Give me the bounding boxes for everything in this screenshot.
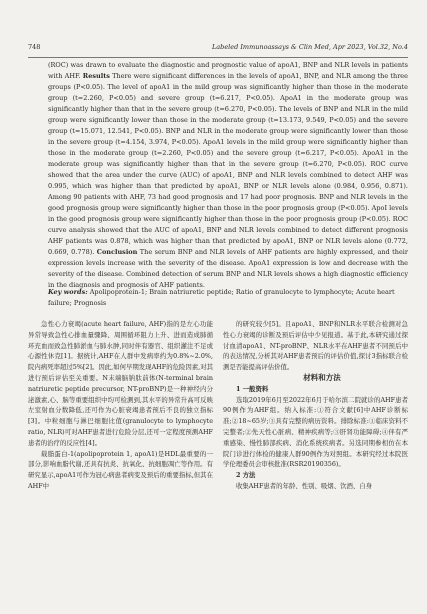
intro-paragraph-3: 的研究较少[5]。且apoA1、BNP和NLR水平联合检测对急性心力衰竭的诊断及预后评估中少见报道。基于此,本研究通过探讨血清apoA1、NT-proBNP、NLR水平在AHF患者不同预后中的表达情况,分析其对AHF患者预后的评估价值,探讨3指标联合检测是否能提高评估价值。 [223, 320, 408, 372]
right-column [223, 319, 408, 492]
subsection-methods: 2 方法 [236, 471, 256, 480]
abstract-conclusion: The serum BNP and NLR levels of AHF patients are highly expressed, and their expression levels increase with the severity of the disease. ApoA1 expression is low and decrease with the severity of the disease. Combined detection of serum BNP and NLR levels shows a high diagnostic efficiency in the diagnosis and prognosis of AHF patients. [48, 248, 408, 289]
subsection-general-info: 1 一般资料 [236, 384, 269, 393]
abstract-methods-tail: (ROC) was drawn to evaluate the diagnostic and prognostic value of apoA1, BNP and NLR levels in patients with AHF. [48, 61, 408, 80]
english-abstract [48, 60, 408, 291]
journal-citation: Labeled Immunoassays & Clin Med, Apr 2023, Vol.32, No.4 [211, 43, 408, 51]
left-column [28, 319, 213, 492]
page-number: 748 [28, 43, 41, 51]
intro-paragraph-2: 载脂蛋白-1(apolipoprotein 1, apoA1)是HDL最重要的一部分,影响血脂代谢,还具有抗炎、抗氧化、抗细胞凋亡等作用。有研究显示,apoA1可作为冠心病患者病变及预后的重要指标,但其在AHF中 [28, 449, 213, 490]
abstract-results: There were significant differences in the levels of apoA1, BNP, and NLR among the three groups (P<0.05). The level of apoA1 in the mild group was significantly higher than those in the moderate group (t=2.260, P<0.05) and severe group (t=6.217, P<0.05). ApoA1 in the moderate group was significantly higher than that in the severe group (t=6.270, P<0.05). The levels of BNP and NLR in the mild group were significantly lower than those in the moderate group (t=13.173, 9.549, P<0.05) and the severe group (t=15.071, 12.541, P<0.05). BNP and NLR in the moderate group were significantly lower than those in the severe group (t=4.154, 3.974, P<0.05). ApoA1 levels in the mild group were significantly higher than those in the moderate group (t=2.260, P<0.05) and the severe group (t=6.217, P<0.05). ApoA1 in the moderate group was significantly higher than that in the severe group (t=6.270, P<0.05). ROC curve showed that the area under the curve (AUC) of apoA1, BNP and NLR levels combined to detect AHF was 0.995, which was higher than that predicted by apoA1, BNP or NLR levels alone (0.984, 0.956, 0.871). Among 90 patients with AHF, 73 had good prognosis and 17 had poor prognosis. BNP and NLR levels in the good prognosis group were significantly higher than those in the poor prognosis group (P<0.05). ApoI levels in the good prognosis group were significantly higher than those in the poor prognosis group (P<0.05). ROC curve analysis showed that the AUC of apoA1, BNP and NLR levels combined to detect different prognosis AHF patients was 0.878, which was higher than that predicted by apoA1, BNP or NLR levels alone (0.772, 0.669, 0.778). [48, 72, 409, 256]
methods-paragraph-2: 收集AHF患者的年龄、性别、吸烟、饮酒、自身 [236, 481, 373, 490]
keywords-label: Key words: [48, 288, 88, 296]
keywords-text: Apolipoprotein-1; Brain natriuretic peptide; Ratio of granulocyte to lymphocyte; Acute heart failure; Prognosis [48, 288, 395, 307]
conclusion-label: Conclusion [96, 248, 138, 256]
header-rule [28, 57, 408, 58]
keywords [48, 287, 408, 309]
methods-paragraph-1: 选取2019年6月至2022年6月于哈尔滨二院就诊的AHF患者90例作为AHF组。纳入标准:①符合文献[6]中AHF诊断标准;②18~65岁;③具有完整的病历资料。排除标准:①临床资料不完整者;②先天性心脏病、精神疾病等;③肝肾功能障碍;④伴有严重感染、慢性肺部疾病、消化系统疾病者。另选同期参相仿在本院门诊进行体检的健康人群90例作为对照组。本研究经过本院医学伦理委员会审核批准(RSR20190356)。 [223, 395, 408, 469]
intro-paragraph-1: 急性心力衰竭(acute heart failure, AHF)指的是左心功能异常导致急性心排血量骤降、周围循环阻力上升、进而造成肺循环充血而致急性肺淤血与肺水肿,同时伴有器官、组织灌注不足或心源性休克[1]。据统计,AHF在人群中发病率约为0.8%~2.0%,院内病死率超过5%[2]。因此,如何早期发现AHF的危险因素,对其进行预后评估至关重要。N末端脑钠肽前体(N-terminal brain natriuretic peptide precursor, NT-proBNP)是一种神经内分泌激素,心、脑等重要组织中均可检测到,其水平的异常升高可反映左室射血分数降低,还可作为心脏衰竭患者预后不良的独立指标[3]。中粒细胞与淋巴细胞比值(granulocyte to lymphocyte ratio, NLR)可对AHF患者进行危险分层,还可一定程度预测AHF患者的治疗的反应性[4]。 [28, 320, 213, 447]
results-label: Results [82, 72, 110, 80]
running-header [28, 43, 408, 57]
section-title-methods: 材料和方法 [303, 372, 341, 382]
